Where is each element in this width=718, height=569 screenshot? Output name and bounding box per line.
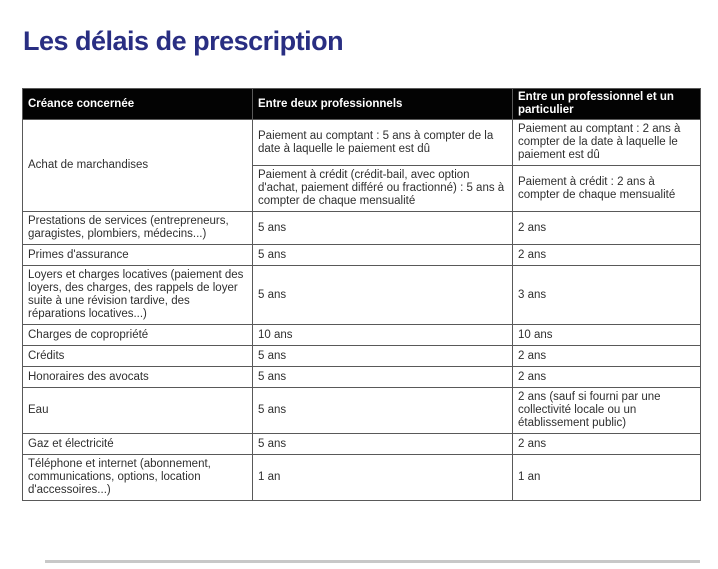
cell-delay-part: 2 ans [513,346,701,367]
cell-creance-label: Primes d'assurance [23,245,253,266]
cell-delay-part: 2 ans [513,212,701,245]
col-header-creance: Créance concernée [23,89,253,120]
cell-delay-part: 2 ans [513,367,701,388]
table-row [23,120,701,166]
cell-creance-label: Achat de marchandises [23,120,253,212]
cell-delay-pro: 1 an [253,455,513,501]
table-row [23,346,701,367]
table-row [23,367,701,388]
header-row [23,89,701,120]
col-header-deux-professionnels: Entre deux professionnels [253,89,513,120]
cell-delay-pro: Paiement à crédit (crédit-bail, avec option d'achat, paiement différé ou fractionné) : 5 ans à compter de chaque mensualité [253,166,513,212]
cell-delay-pro: 5 ans [253,245,513,266]
cell-delay-part: 2 ans [513,245,701,266]
table-row [23,245,701,266]
cell-delay-part: 10 ans [513,325,701,346]
table-row [23,434,701,455]
cell-delay-pro: 10 ans [253,325,513,346]
cell-delay-part: 2 ans [513,434,701,455]
cell-delay-part: 1 an [513,455,701,501]
prescription-table [22,88,701,501]
cell-delay-pro: Paiement au comptant : 5 ans à compter de la date à laquelle le paiement est dû [253,120,513,166]
cell-delay-part: Paiement à crédit : 2 ans à compter de chaque mensualité [513,166,701,212]
cell-delay-pro: 5 ans [253,367,513,388]
cell-creance-label: Charges de copropriété [23,325,253,346]
cell-creance-label: Téléphone et internet (abonnement, communications, options, location d'accessoires...) [23,455,253,501]
cell-delay-part: Paiement au comptant : 2 ans à compter de la date à laquelle le paiement est dû [513,120,701,166]
cell-creance-label: Loyers et charges locatives (paiement des loyers, des charges, des rappels de loyer suite à une révision tardive, des réparations locatives...) [23,266,253,325]
cell-creance-label: Honoraires des avocats [23,367,253,388]
page-title: Les délais de prescription [23,26,344,57]
cell-creance-label: Crédits [23,346,253,367]
bottom-divider [45,560,700,563]
cell-delay-pro: 5 ans [253,434,513,455]
col-header-professionnel-particulier: Entre un professionnel et un particulier [513,89,701,120]
table-row [23,212,701,245]
cell-delay-part: 2 ans (sauf si fourni par une collectivité locale ou un établissement public) [513,388,701,434]
cell-creance-label: Gaz et électricité [23,434,253,455]
table-row [23,388,701,434]
table-row [23,266,701,325]
cell-delay-pro: 5 ans [253,346,513,367]
table-row [23,325,701,346]
cell-delay-pro: 5 ans [253,388,513,434]
cell-delay-pro: 5 ans [253,266,513,325]
cell-creance-label: Eau [23,388,253,434]
table-row [23,455,701,501]
cell-delay-pro: 5 ans [253,212,513,245]
cell-creance-label: Prestations de services (entrepreneurs, garagistes, plombiers, médecins...) [23,212,253,245]
cell-delay-part: 3 ans [513,266,701,325]
